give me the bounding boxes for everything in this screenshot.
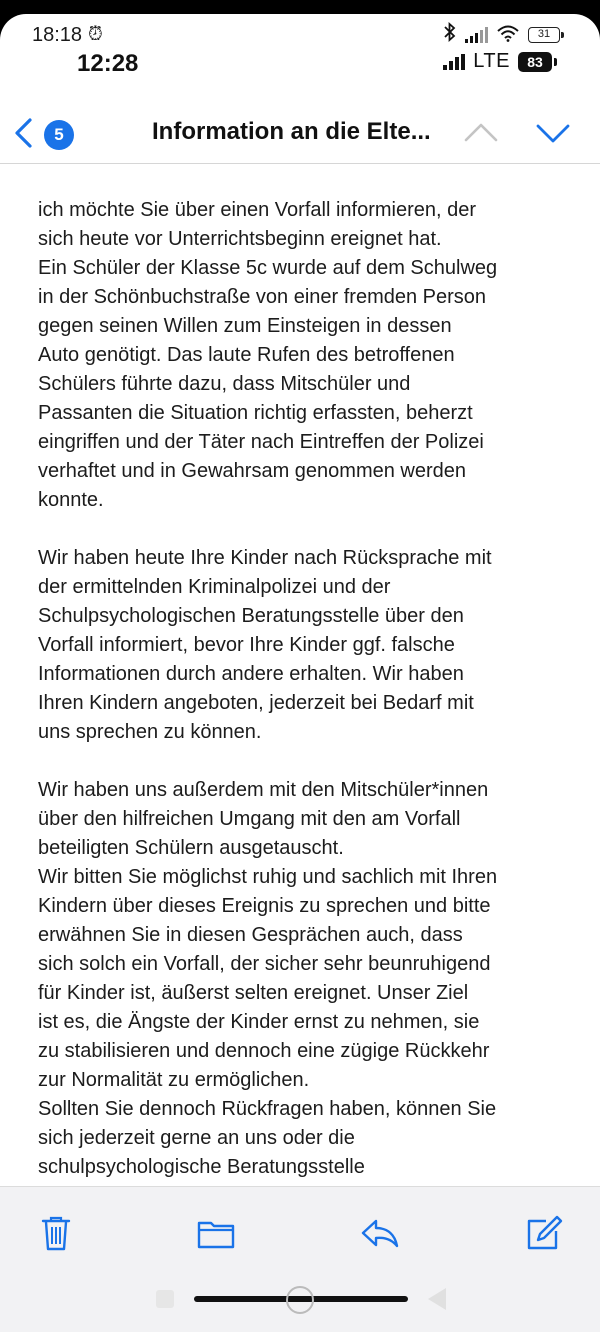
- message-subject-title: Information an die Elte...: [152, 118, 431, 145]
- email-paragraph: Wir haben uns außerdem mit den Mitschüler*innen über den hilfreichen Umgang mit den am Vorfall beteiligten Schülern ausgetauscht. Wir bitten Sie möglichst ruhig und sachlich mit Ihren Kindern über dieses Ereignis zu sprechen und bitte erwähnen Sie in diesen Gesprächen auch, dass sich solch ein Vorfall, der sicher sehr beunruhigend für Kinder ist, äußerst selten ereignet. Unser Ziel ist es, die Ängste der Kinder ernst zu nehmen, sie zu stabilisieren und dennoch eine zügige Rückkehr zur Normalität zu ermöglichen. Sollten Sie dennoch Rückfragen haben, können Sie sich jederzeit gerne an uns oder die schulpsychologische Beratungsstelle: [38, 779, 498, 1178]
- compose-icon[interactable]: [524, 1213, 564, 1253]
- email-paragraph: ich möchte Sie über einen Vorfall informieren, der sich heute vor Unterrichtsbeginn ereignet hat. Ein Schüler der Klasse 5c wurde auf dem Schulweg in der Schönbuchstraße von einer fremden Person gegen seinen Willen zum Einsteigen in dessen Auto genötigt. Das laute Rufen des betroffenen Schülers führte dazu, dass Mitschüler und Passanten die Situation richtig erfassten, beherzt eingriffen und der Täter nach Eintreffen der Polizei verhaftet und in Gewahrsam genommen werden konnte.: [38, 199, 498, 511]
- alarm-clock-icon: ⏰︎: [88, 24, 103, 45]
- reply-icon[interactable]: [360, 1213, 400, 1253]
- signal-bars-icon: [465, 27, 488, 43]
- battery-icon: 83: [518, 52, 552, 72]
- previous-message-chevron-up-icon[interactable]: [462, 118, 500, 148]
- status-time-top: 18:18: [32, 24, 83, 46]
- battery-top-icon: 31: [528, 27, 560, 43]
- back-chevron-icon[interactable]: [10, 116, 38, 150]
- folder-icon[interactable]: [196, 1213, 236, 1253]
- email-paragraph: Wir haben heute Ihre Kinder nach Rücksprache mit der ermittelnden Kriminalpolizei und der Schulpsychologischen Beratungsstelle über den Vorfall informiert, bevor Ihre Kinder ggf. falsche Informationen durch andere erhalten. Wir haben Ihren Kindern angeboten, jederzeit bei Bedarf mit uns sprechen zu können.: [38, 547, 492, 743]
- system-nav-bar: [0, 1282, 600, 1332]
- mail-nav-bar: [0, 102, 600, 164]
- home-circle-icon[interactable]: [286, 1286, 314, 1314]
- status-time: 12:28: [77, 50, 139, 77]
- trash-icon[interactable]: [36, 1213, 76, 1253]
- cell-signal-icon: [443, 54, 465, 70]
- back-triangle-icon[interactable]: [428, 1288, 446, 1310]
- network-type: LTE: [473, 50, 510, 72]
- bluetooth-icon: [443, 22, 457, 48]
- mail-toolbar: [0, 1186, 600, 1282]
- email-body: [38, 196, 578, 1186]
- status-bar: [0, 14, 600, 84]
- next-message-chevron-down-icon[interactable]: [534, 118, 572, 148]
- wifi-icon: [496, 24, 520, 47]
- recents-icon[interactable]: [156, 1290, 174, 1308]
- mail-screen: [0, 14, 600, 1332]
- unread-count-badge[interactable]: 5: [44, 120, 74, 150]
